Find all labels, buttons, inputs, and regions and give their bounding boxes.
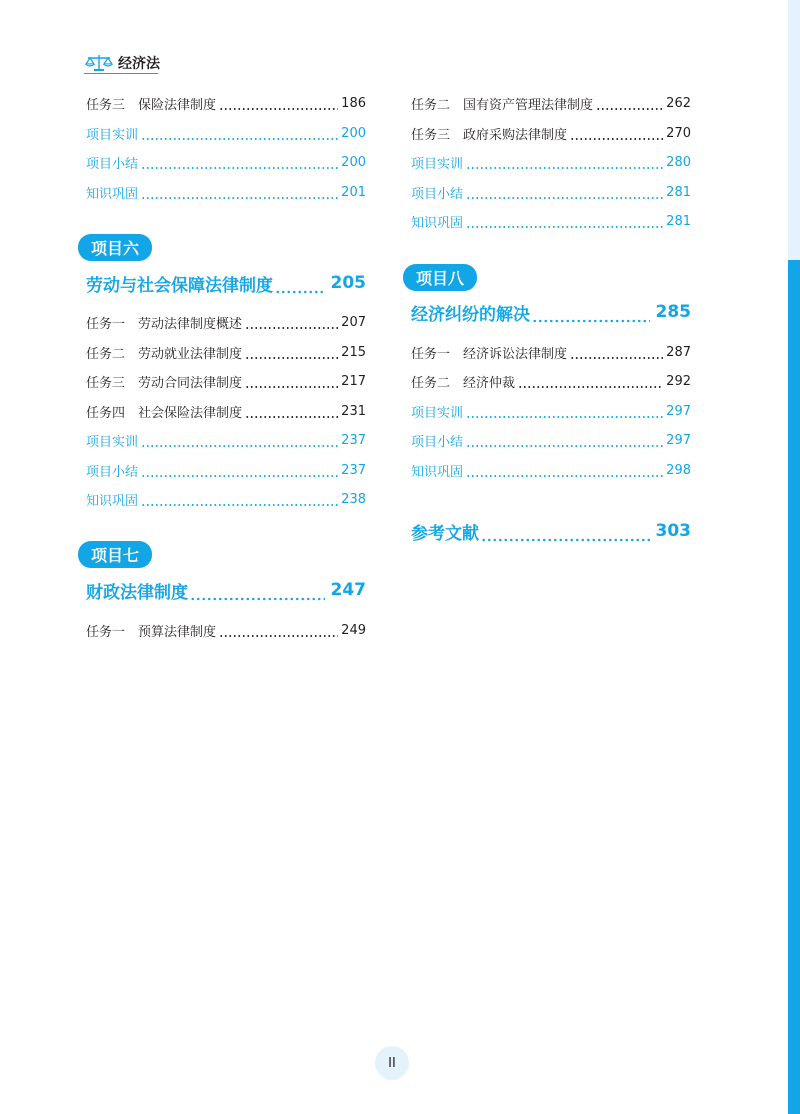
references-heading[interactable]: 参考文献 303 [411, 518, 691, 544]
page-ref: 270 [666, 125, 691, 141]
dot-leader [190, 577, 325, 603]
page-ref: 297 [666, 403, 691, 419]
toc-entry[interactable]: 知识巩固 298 [411, 460, 691, 480]
book-title: 经济法 [118, 56, 160, 72]
dot-leader [466, 430, 663, 450]
dot-leader [570, 342, 663, 362]
toc-entry[interactable]: 任务一 预算法律制度 249 [86, 620, 366, 640]
dot-leader [219, 93, 338, 113]
page-number: II [375, 1046, 409, 1080]
project-heading[interactable]: 财政法律制度 247 [86, 577, 366, 603]
page-ref: 262 [666, 95, 691, 111]
page-ref: 217 [341, 373, 366, 389]
dot-leader [245, 342, 338, 362]
project-heading[interactable]: 劳动与社会保障法律制度 205 [86, 270, 366, 296]
page-ref: 201 [341, 184, 366, 200]
dot-leader [275, 270, 325, 296]
toc-entry[interactable]: 项目实训 280 [411, 152, 691, 172]
toc-entry[interactable]: 任务三 保险法律制度 186 [86, 93, 366, 113]
toc-entry[interactable]: 项目小结 297 [411, 430, 691, 450]
dot-leader [570, 123, 663, 143]
header-underline [84, 73, 158, 74]
project-heading[interactable]: 经济纠纷的解决 285 [411, 299, 691, 325]
dot-leader [466, 182, 663, 202]
page-ref: 247 [330, 580, 366, 600]
toc-entry[interactable]: 知识巩固 201 [86, 182, 366, 202]
running-header [84, 52, 160, 74]
page-ref: 186 [341, 95, 366, 111]
dot-leader [141, 460, 338, 480]
page-ref: 287 [666, 344, 691, 360]
page-ref: 249 [341, 622, 366, 638]
dot-leader [245, 312, 338, 332]
page-ref: 298 [666, 462, 691, 478]
toc-entry[interactable]: 知识巩固 281 [411, 211, 691, 231]
dot-leader [532, 299, 650, 325]
side-accent-bar [788, 260, 800, 1114]
page-ref: 281 [666, 184, 691, 200]
toc-entry[interactable]: 任务一 劳动法律制度概述 207 [86, 312, 366, 332]
dot-leader [141, 182, 338, 202]
page-ref: 297 [666, 432, 691, 448]
page-ref: 281 [666, 213, 691, 229]
page-ref: 237 [341, 432, 366, 448]
page-ref: 231 [341, 403, 366, 419]
toc-entry[interactable]: 任务二 劳动就业法律制度 215 [86, 342, 366, 362]
dot-leader [141, 123, 338, 143]
project-badge: 项目七 [78, 541, 152, 568]
dot-leader [219, 620, 338, 640]
page-ref: 238 [341, 491, 366, 507]
page-ref: 207 [341, 314, 366, 330]
toc-entry[interactable]: 项目小结 200 [86, 152, 366, 172]
dot-leader [466, 460, 663, 480]
page-ref: 285 [655, 302, 691, 322]
dot-leader [596, 93, 663, 113]
project-badge: 项目八 [403, 264, 477, 291]
toc-entry[interactable]: 项目实训 297 [411, 401, 691, 421]
dot-leader [466, 152, 663, 172]
dot-leader [141, 489, 338, 509]
page-ref: 292 [666, 373, 691, 389]
page-ref: 200 [341, 154, 366, 170]
dot-leader [481, 518, 650, 544]
toc-entry[interactable]: 任务三 政府采购法律制度 270 [411, 123, 691, 143]
toc-entry[interactable]: 项目实训 237 [86, 430, 366, 450]
toc-entry[interactable]: 项目小结 237 [86, 460, 366, 480]
toc-entry[interactable]: 任务二 经济仲裁 292 [411, 371, 691, 391]
toc-entry[interactable]: 任务一 经济诉讼法律制度 287 [411, 342, 691, 362]
dot-leader [141, 430, 338, 450]
page-ref: 205 [330, 273, 366, 293]
scales-of-justice-icon [84, 53, 114, 73]
dot-leader [245, 371, 338, 391]
page-ref: 303 [655, 521, 691, 541]
page-ref: 280 [666, 154, 691, 170]
dot-leader [466, 211, 663, 231]
page-ref: 200 [341, 125, 366, 141]
side-accent-bar-light [788, 0, 800, 260]
page-ref: 215 [341, 344, 366, 360]
toc-entry[interactable]: 项目小结 281 [411, 182, 691, 202]
toc-entry[interactable]: 项目实训 200 [86, 123, 366, 143]
dot-leader [245, 401, 338, 421]
toc-entry[interactable]: 任务二 国有资产管理法律制度 262 [411, 93, 691, 113]
dot-leader [518, 371, 663, 391]
project-badge: 项目六 [78, 234, 152, 261]
dot-leader [141, 152, 338, 172]
page-ref: 237 [341, 462, 366, 478]
toc-entry[interactable]: 任务四 社会保险法律制度 231 [86, 401, 366, 421]
dot-leader [466, 401, 663, 421]
toc-entry[interactable]: 任务三 劳动合同法律制度 217 [86, 371, 366, 391]
toc-entry[interactable]: 知识巩固 238 [86, 489, 366, 509]
